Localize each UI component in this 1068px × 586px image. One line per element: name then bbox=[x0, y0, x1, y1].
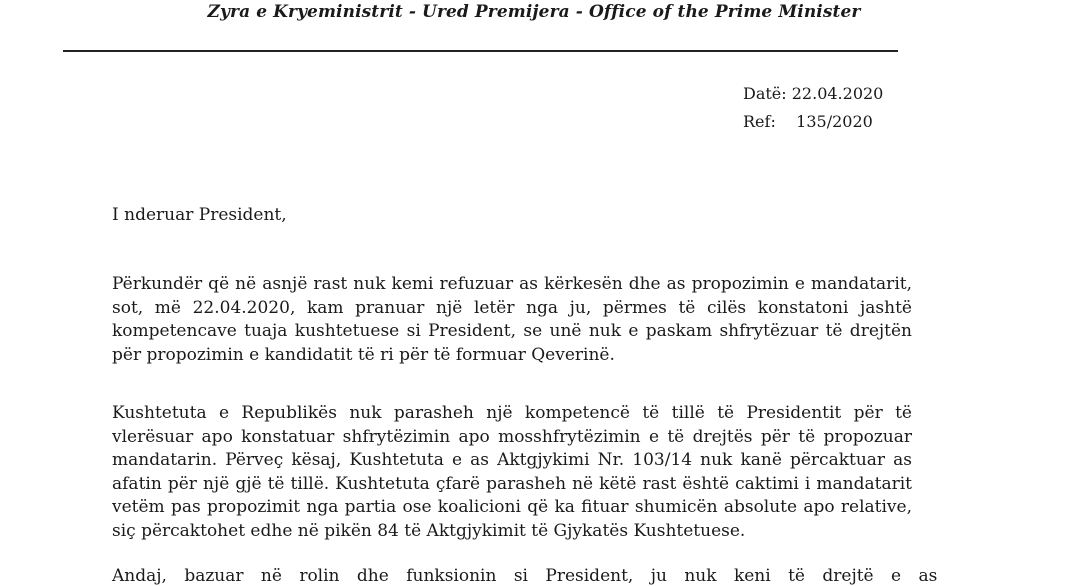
salutation: I nderuar President, bbox=[112, 205, 287, 225]
paragraph-3-partial: Andaj, bazuar në rolin dhe funksionin si President, ju nuk keni të drejtë e as bbox=[112, 566, 938, 586]
date-line bbox=[743, 84, 883, 103]
paragraph-1: Përkundër që në asnjë rast nuk kemi refuzuar as kërkesën dhe as propozimin e mandatarit, sot, më 22.04.2020, kam pranuar një letër nga ju, përmes të cilës konstatoni jashtë kompetencave tuaja kushtetuese si President, se unë nuk e paskam shfrytëzuar të drejtën për propozimin e kandidatit të ri për të formuar Qeverinë. bbox=[112, 274, 912, 365]
office-header: Zyra e Kryeministrit - Ured Premijera - Office of the Prime Minister bbox=[207, 2, 861, 22]
date-value: 22.04.2020 bbox=[791, 84, 884, 103]
paragraph-2: Kushtetuta e Republikës nuk parasheh një kompetencë të tillë të Presidentit për të vlerësuar apo konstatuar shfrytëzimin apo mosshfrytëzimin e të drejtës për të propozuar mandatarin. Përveç kësaj, Kushtetuta e as Aktgjykimi Nr. 103/14 nuk kanë përcaktuar as afatin për një gjë të tillë. Kushtetuta çfarë parasheh në këtë rast është caktimi i mandatarit vetëm pas propozimit nga partia ose koalicioni që ka fituar shumicën absolute apo relative, siç përcaktohet edhe në pikën 84 të Aktgjykimit të Gjykatës Kushtetuese. bbox=[112, 403, 912, 541]
ref-value: 135/2020 bbox=[796, 112, 873, 131]
header-divider bbox=[63, 50, 898, 52]
date-label: Datë: bbox=[743, 84, 787, 103]
reference-line bbox=[743, 112, 873, 131]
ref-label: Ref: bbox=[743, 112, 776, 131]
